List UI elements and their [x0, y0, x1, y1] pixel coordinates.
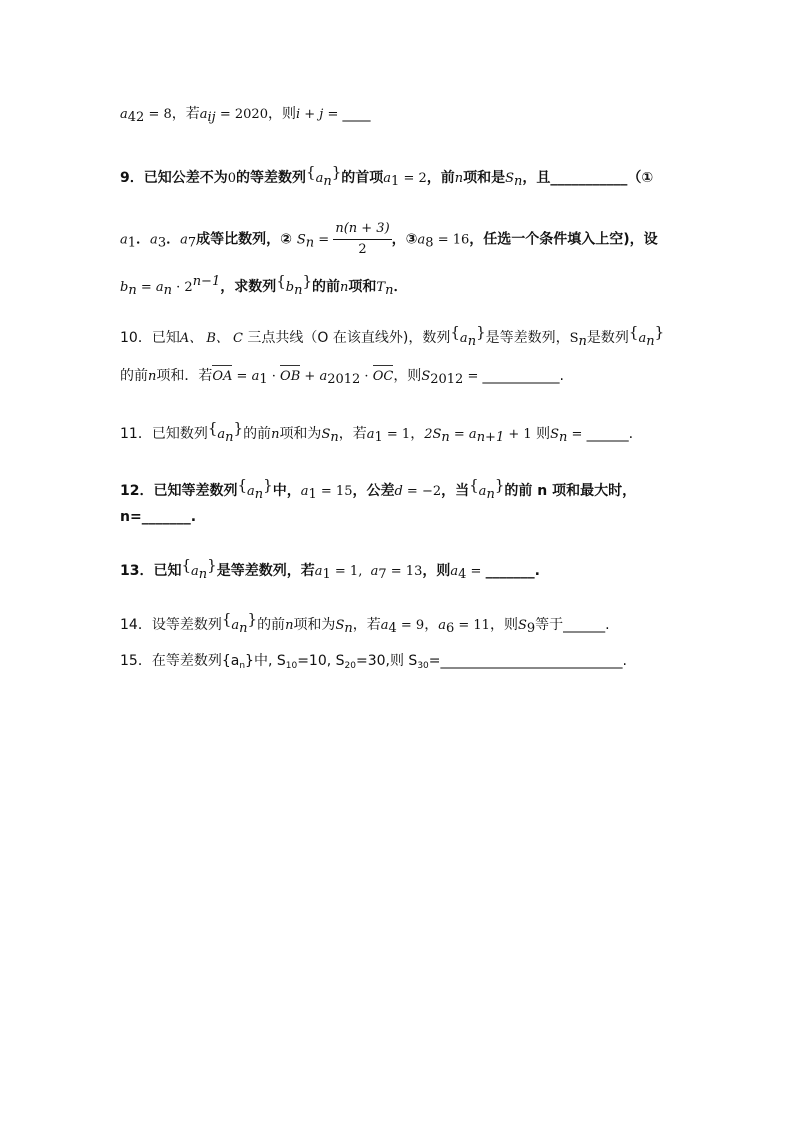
question-10-line-2: 的前n项和．若OA = $a_1$ · OB + $a_{2012}$ · OC，则$S_{2012}$ = ___________. [120, 368, 564, 387]
question-10: 10．已知A、 B、 C 三点共线（O 在该直线外)，数列$\{a_n\}$是等差数列，$S_n$是数列$\{a_n\}$ [120, 323, 665, 349]
answer-blank[interactable]: ___________ [482, 368, 560, 384]
answer-blank[interactable]: _______ [485, 563, 535, 579]
question-9-line-3: $b_n = a_n \cdot 2^{n-1}$，求数列$\{b_n\}$的前n项和$T_n$． [120, 272, 408, 298]
question-14: 14．设等差数列$\{a_n\}$的前n项和为$S_n$，若$a_4 = 9$，$a_6 = 11$，则$S_9$等于______. [120, 610, 610, 636]
answer-blank[interactable]: ______ [563, 617, 606, 633]
question-8-tail: $a_{42} = 8$，若$a_{ij} = 2020$，则i + j = ____ [120, 106, 371, 125]
answer-blank[interactable]: _______ [141, 509, 191, 525]
question-15: 15．在等差数列$\{a_n\}$中, $S_{10}=10$, $S_{20}=30$,则 $S_{30}=\_\_\_\_\_\_\_\_\_\_\_\_\_\_\_\_\_\_\_\_\_\_\_\_\_\_$. [120, 653, 627, 671]
fraction: $\frac{n(n + 3)}{2}$ [335, 221, 390, 257]
question-9: 9．已知公差不为0的等差数列$\{a_n\}$的首项$a_1 = 2$，前n项和是$S_n$，且___________（① [120, 163, 654, 189]
vector-oa: OA [212, 367, 232, 387]
question-12-line-2: n=_______. [120, 509, 197, 525]
answer-blank[interactable]: ____ [342, 106, 371, 122]
vector-ob: OB [280, 367, 300, 387]
answer-blank[interactable]: ___________ [550, 170, 628, 186]
question-11: 11．已知数列$\{a_n\}$的前n项和为$S_n$，若$a_1 = 1$，$2S_n = a_{n+1} + 1$ 则$S_n$ = ______. [120, 419, 634, 445]
answer-blank[interactable]: __________________________ [440, 653, 623, 669]
question-12: 12．已知等差数列$\{a_n\}$中，$a_1 = 15$，公差d = −2，当$\{a_n\}$的前 n 项和最大时， [120, 476, 637, 502]
answer-blank[interactable]: ______ [586, 426, 629, 442]
question-13: 13．已知$\{a_n\}$是等差数列，若$a_1 = 1$, $a_7 = 13$，则$a_4$ = _______. [120, 556, 540, 582]
vector-oc: OC [373, 367, 394, 387]
question-9-line-2: $a_1$．$a_3$．$a_7$成等比数列，② $S_n$ = $\frac{n(n + 3)}{2}$ ，$③a_8 = 16$，任选一个条件填入上空)，设 [120, 219, 658, 260]
